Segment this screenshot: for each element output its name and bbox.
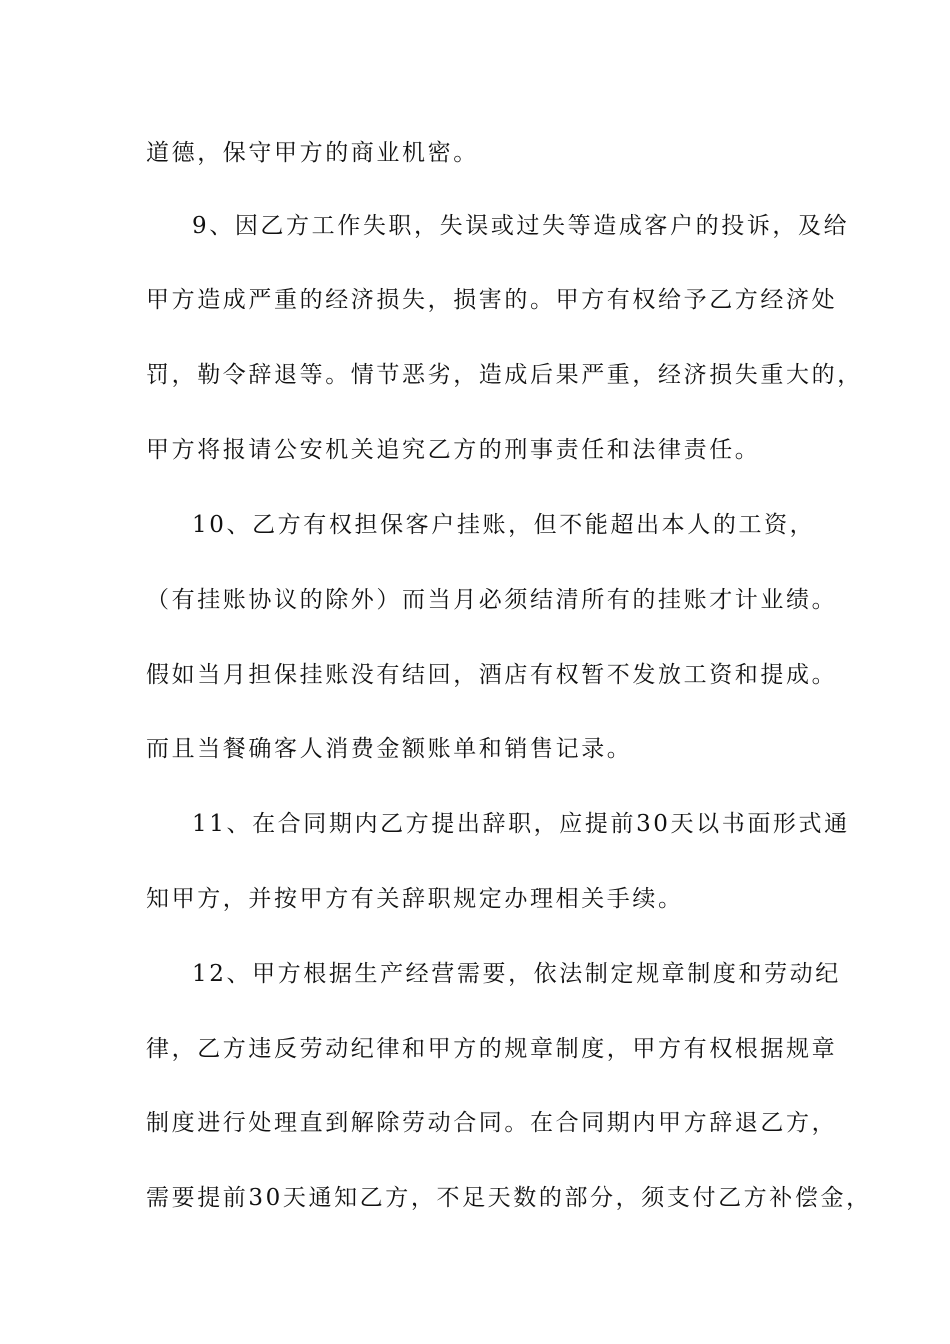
clause-10-line-3: 假如当月担保挂账没有结回，酒店有权暂不发放工资和提成。 [146,662,838,688]
clause-12-line-3: 制度进行处理直到解除劳动合同。在合同期内甲方辞退乙方， [146,1110,838,1136]
text-line-1: 道德，保守甲方的商业机密。 [146,140,479,166]
clause-9-line-3: 罚，勒令辞退等。情节恶劣，造成后果严重，经济损失重大的， [146,362,863,388]
clause-9-line-2: 甲方造成严重的经济损失，损害的。甲方有权给予乙方经济处 [146,287,838,313]
clause-10-line-4: 而且当餐确客人消费金额账单和销售记录。 [146,736,633,762]
clause-12-line-4: 需要提前30天通知乙方，不足天数的部分，须支付乙方补偿金， [146,1185,872,1211]
clause-9-line-4: 甲方将报请公安机关追究乙方的刑事责任和法律责任。 [146,437,761,463]
clause-12-line-2: 律，乙方违反劳动纪律和甲方的规章制度，甲方有权根据规章 [146,1036,838,1062]
clause-9-line-1: 9、因乙方工作失职，失误或过失等造成客户的投诉，及给 [192,213,850,239]
clause-11-line-2: 知甲方，并按甲方有关辞职规定办理相关手续。 [146,886,684,912]
clause-12-line-1: 12、甲方根据生产经营需要，依法制定规章制度和劳动纪 [192,961,841,987]
clause-11-line-1: 11、在合同期内乙方提出辞职，应提前30天以书面形式通 [192,811,850,837]
clause-10-line-1: 10、乙方有权担保客户挂账，但不能超出本人的工资， [192,512,816,538]
clause-10-line-2: （有挂账协议的除外）而当月必须结清所有的挂账才计业绩。 [146,587,838,613]
